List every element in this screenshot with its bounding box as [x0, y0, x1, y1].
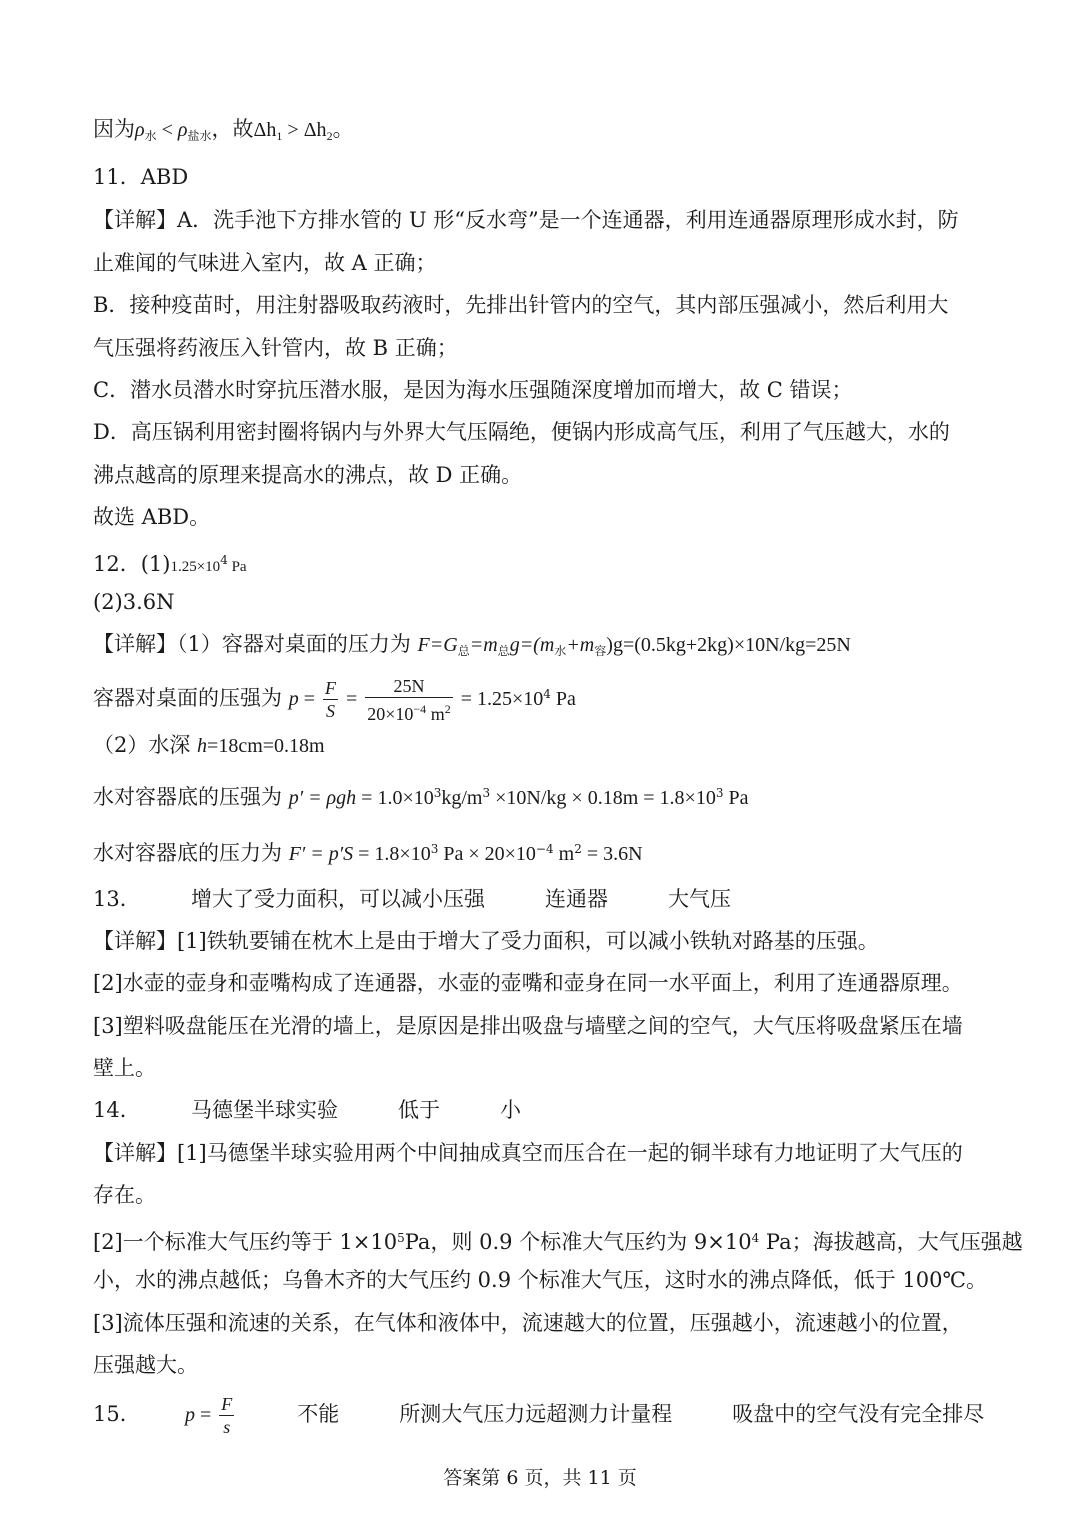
q12-detail-water-pressure: 水对容器底的压强为 $p' = \rho gh = 1.0\times 10^3kg/m^3 \times 10N/kg \times 0.18m = 1.8\times 10^3$ Pa	[93, 785, 749, 809]
q15-answer: 15． p = $\frac{F}{s}$ 不能 所测大气压力远超测力计量程 吸盘中的空气没有完全排尽	[93, 1394, 985, 1437]
q11-answer: 11．ABD	[93, 165, 189, 189]
q11-detail-line: B．接种疫苗时，用注射器吸取药液时，先排出针管内的空气，其内部压强减小，然后利用大	[93, 293, 949, 317]
q11-detail-line: 【详解】A．洗手池下方排水管的 U 形“反水弯”是一个连通器，利用连通器原理形成水封，防	[93, 208, 959, 232]
fraction-f-over-s: $\frac{F}{S}$	[324, 678, 336, 721]
text: ，故	[211, 117, 254, 141]
q12-detail-pressure: 容器对桌面的压强为 p = $\frac{F}{S}$ = $\frac{25N}{20\times 10^{-4} m^2}$ = $1.25\times 10^4$ Pa	[93, 675, 576, 724]
q14-detail-line: 【详解】[1]马德堡半球实验用两个中间抽成真空而压合在一起的铜半球有力地证明了大气压的	[93, 1141, 963, 1165]
math-rho: ρ	[177, 119, 188, 141]
text: 。	[332, 117, 354, 141]
q14-answer: 14． 马德堡半球实验 低于 小	[93, 1098, 521, 1122]
q14-detail-line: 压强越大。	[93, 1353, 198, 1377]
math-dh2: $\Delta h_2$	[303, 119, 333, 143]
q14-detail-line: [2]一个标准大气压约等于 $1\times 10^5Pa$，则 0.9 个标准大气压约为 $9\times 10^4$ Pa；海拔越高，大气压强越	[93, 1230, 1023, 1254]
q12-answer-2: (2)3.6N	[93, 590, 175, 614]
q13-answer: 13． 增大了受力面积，可以减小压强 连通器 大气压	[93, 887, 731, 911]
q11-detail-line: 沸点越高的原理来提高水的沸点，故 D 正确。	[93, 463, 523, 487]
q14-detail-line: [3]流体压强和流速的关系，在气体和液体中，流速越大的位置，压强越小，流速越小的位置，	[93, 1311, 963, 1335]
q12-detail-force: 【详解】（1）容器对桌面的压力为 $F=G_总=m_总g=(m_水+m_容)g=(0.5kg+2kg)\times 10N/kg=25N$	[93, 632, 851, 658]
q11-detail-line: D．高压锅利用密封圈将锅内与外界大气压隔绝，便锅内形成高气压，利用了气压越大，水的	[93, 420, 950, 444]
q11-detail-line: 气压强将药液压入针管内，故 B 正确；	[93, 336, 458, 360]
subscript: 水	[144, 129, 157, 143]
math-dh1: $\Delta h_1$	[253, 119, 283, 143]
q11-detail-line: C．潜水员潜水时穿抗压潜水服，是因为海水压强随深度增加而增大，故 C 错误；	[93, 378, 853, 402]
math-rho: ρ	[135, 119, 145, 141]
q13-detail-line: 壁上。	[93, 1056, 156, 1080]
q11-detail-line: 止难闻的气味进入室内，故 A 正确；	[93, 251, 437, 275]
line-conclusion	[93, 114, 1020, 151]
text: 因为	[93, 117, 135, 141]
q14-detail-line: 小，水的沸点越低；乌鲁木齐的大气压约 0.9 个标准大气压，这时水的沸点降低，低于 100℃。	[93, 1268, 987, 1292]
q12-detail-depth: （2）水深 h=18cm=0.18m	[93, 733, 325, 757]
math-lt: <	[156, 119, 178, 141]
q14-detail-line: 存在。	[93, 1183, 156, 1207]
q12-answer-1: 12．$(1)1.25\times 10^4$ Pa	[93, 552, 247, 576]
subscript: 盐水	[187, 129, 212, 143]
q11-detail-line: 故选 ABD。	[93, 505, 211, 529]
q13-detail-line: [3]塑料吸盘能压在光滑的墙上，是原因是排出吸盘与墙壁之间的空气，大气压将吸盘紧压在墙	[93, 1014, 963, 1038]
q12-detail-water-force: 水对容器底的压力为 $F' = p'S = 1.8\times 10^3$ $Pa \times 20\times 10^{-4}$ $m^2 = 3.6N$	[93, 841, 643, 865]
q13-detail-line: 【详解】[1]铁轨要铺在枕木上是由于增大了受力面积，可以减小铁轨对路基的压强。	[93, 929, 879, 953]
page-footer: 答案第 6 页，共 11 页	[443, 1467, 637, 1489]
fraction-f-over-s: $\frac{F}{s}$	[221, 1394, 233, 1437]
q13-detail-line: [2]水壶的壶身和壶嘴构成了连通器，水壶的壶嘴和壶身在同一水平面上，利用了连通器原理。	[93, 971, 963, 995]
math-gt: >	[282, 119, 304, 141]
fraction-25n-over-area: $\frac{25N}{20\times 10^{-4} m^2}$	[367, 675, 451, 724]
